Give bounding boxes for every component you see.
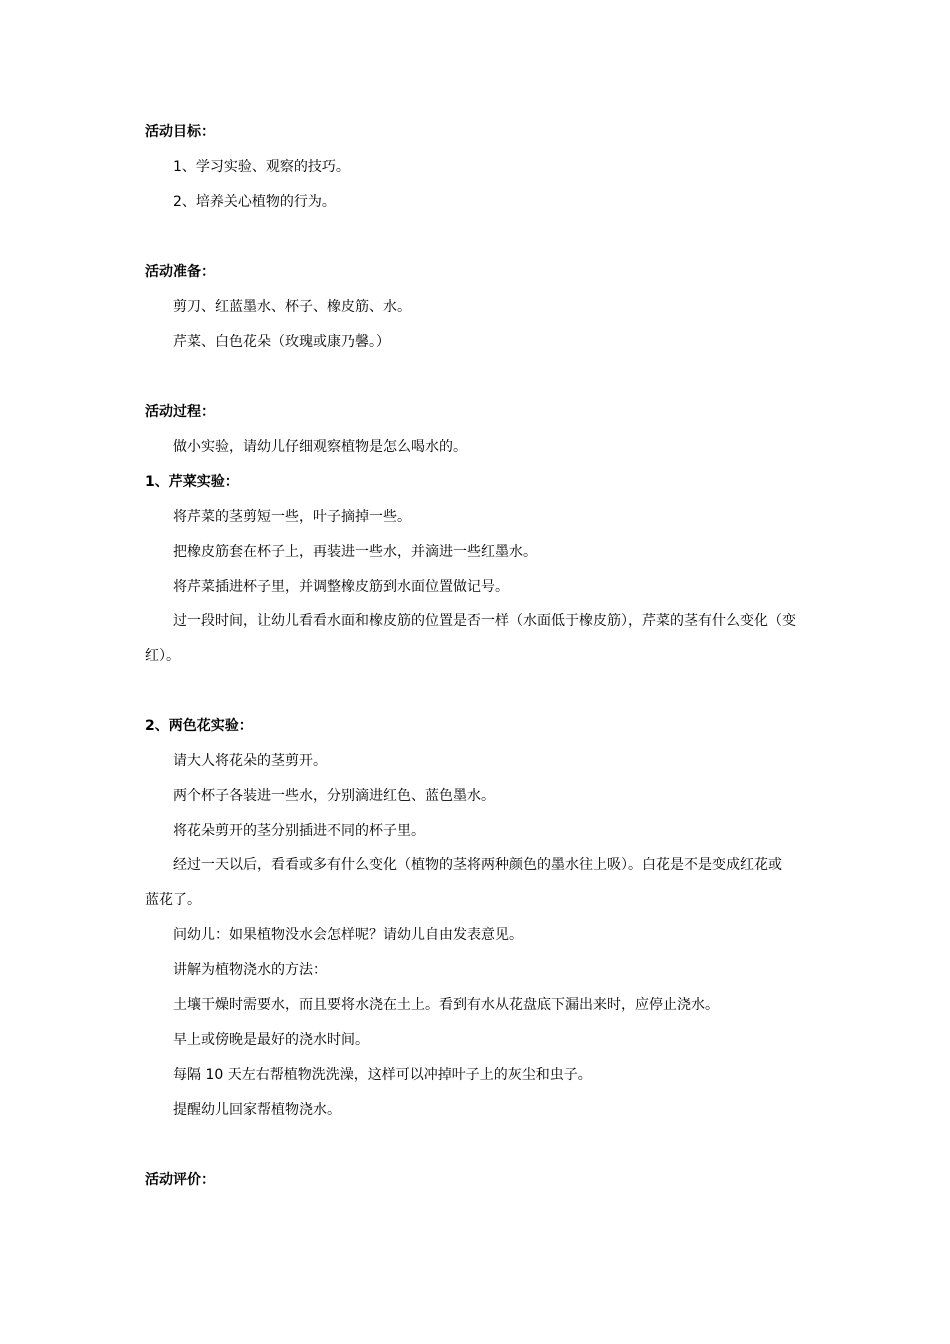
prep-heading: 活动准备： (145, 264, 215, 280)
exp2-step-10: 提醒幼儿回家帮植物浇水。 (173, 1102, 341, 1118)
exp2-step-5: 问幼儿：如果植物没水会怎样呢？请幼儿自由发表意见。 (173, 927, 523, 943)
process-intro: 做小实验，请幼儿仔细观察植物是怎么喝水的。 (173, 439, 467, 455)
exp1-heading: 1、芹菜实验： (145, 474, 239, 490)
exp2-step-8: 早上或傍晚是最好的浇水时间。 (173, 1032, 369, 1048)
exp2-step-6: 讲解为植物浇水的方法： (173, 962, 327, 978)
exp2-step-3: 将花朵剪开的茎分别插进不同的杯子里。 (173, 823, 425, 839)
exp1-step-4: 过一段时间，让幼儿看看水面和橡皮筋的位置是否一样（水面低于橡皮筋），芹菜的茎有什么变化（变 (173, 613, 796, 629)
exp1-step-3: 将芹菜插进杯子里，并调整橡皮筋到水面位置做记号。 (173, 579, 509, 595)
exp2-step-1: 请大人将花朵的茎剪开。 (173, 753, 327, 769)
exp2-step-9: 每隔 10 天左右帮植物洗洗澡，这样可以冲掉叶子上的灰尘和虫子。 (173, 1067, 592, 1083)
exp2-step-4-cont: 蓝花了。 (145, 892, 201, 908)
goal-item-1: 1、学习实验、观察的技巧。 (173, 159, 350, 175)
exp1-step-2: 把橡皮筋套在杯子上，再装进一些水，并滴进一些红墨水。 (173, 544, 537, 560)
evaluation-heading: 活动评价： (145, 1172, 215, 1188)
goal-item-2: 2、培养关心植物的行为。 (173, 194, 336, 210)
goals-heading: 活动目标： (145, 124, 215, 140)
process-heading: 活动过程： (145, 404, 215, 420)
exp2-heading: 2、两色花实验： (145, 718, 253, 734)
exp2-step-7: 土壤干燥时需要水，而且要将水浇在土上。看到有水从花盘底下漏出来时，应停止浇水。 (173, 997, 719, 1013)
prep-item-2: 芹菜、白色花朵（玫瑰或康乃馨。） (173, 334, 390, 350)
exp1-step-4-cont: 红）。 (145, 648, 180, 664)
exp2-step-2: 两个杯子各装进一些水，分别滴进红色、蓝色墨水。 (173, 788, 495, 804)
exp2-step-4: 经过一天以后，看看或多有什么变化（植物的茎将两种颜色的墨水往上吸）。白花是不是变成红花或 (173, 857, 782, 873)
exp1-step-1: 将芹菜的茎剪短一些，叶子摘掉一些。 (173, 509, 411, 525)
prep-item-1: 剪刀、红蓝墨水、杯子、橡皮筋、水。 (173, 299, 411, 315)
